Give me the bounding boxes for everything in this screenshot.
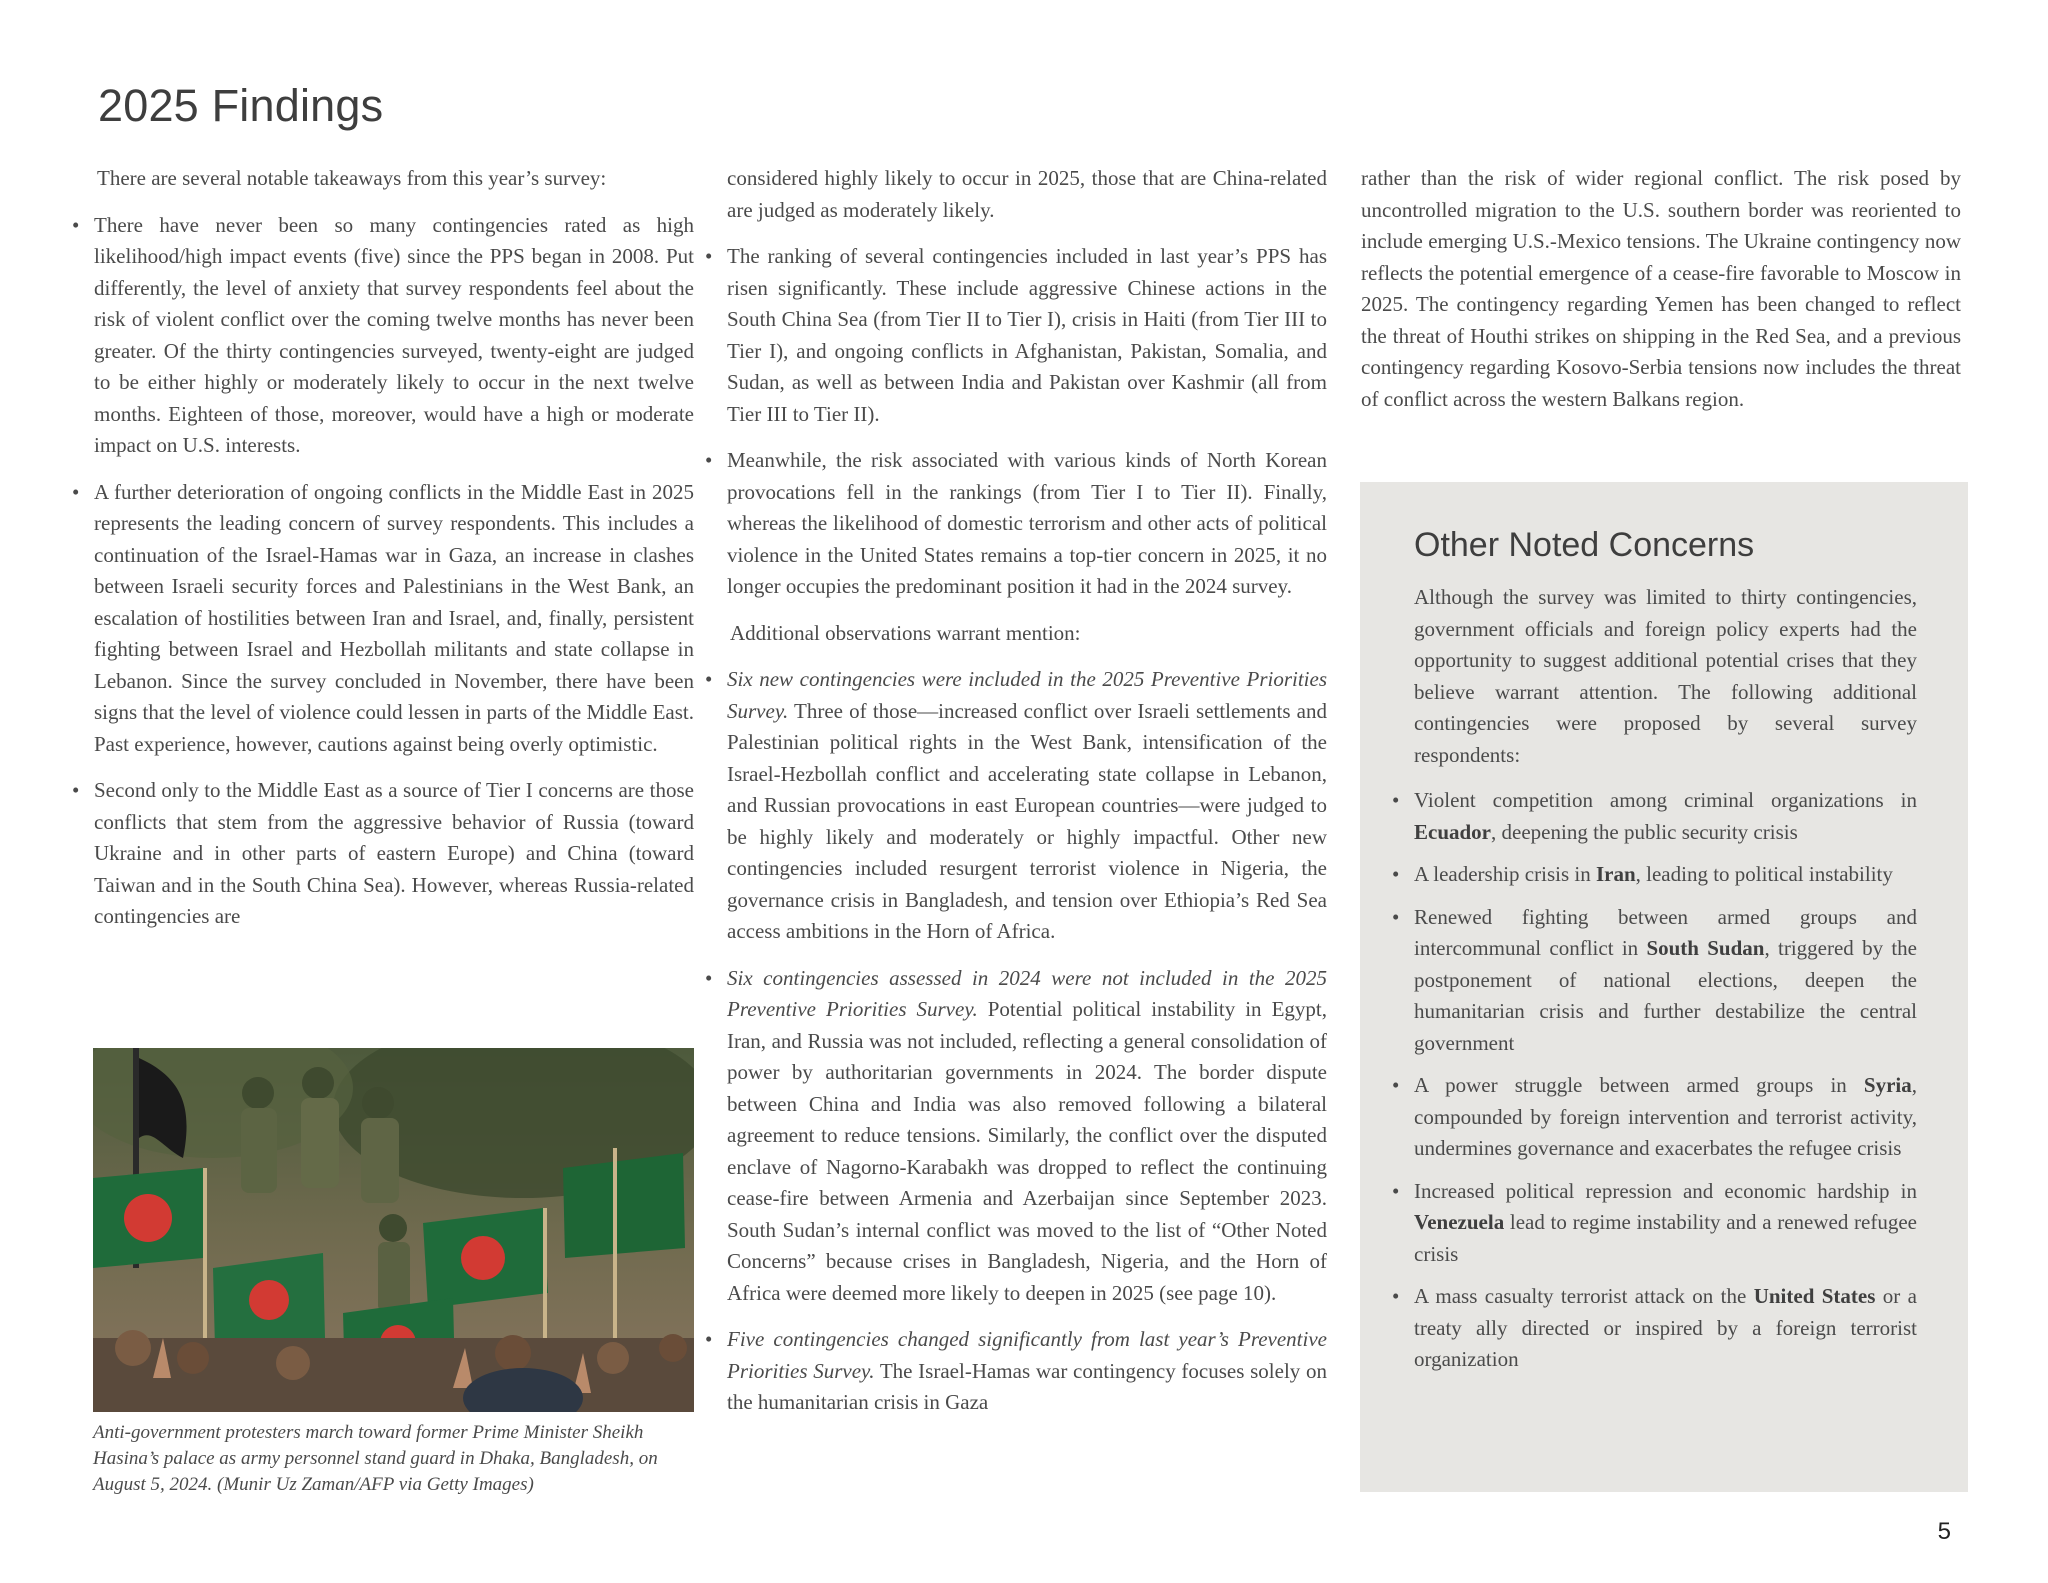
page-title: 2025 Findings — [98, 80, 384, 131]
item-country: Iran — [1595, 862, 1636, 886]
list-item — [1414, 785, 1917, 848]
list-item: • Second only to the Middle East as a source of Tier I concerns are those conflicts that stem from the aggressive behavior of Russia (toward Ukraine and in other parts of eastern Europe) and China (toward Taiwan and in the South China Sea). However, whereas Russia-related contingencies are — [94, 775, 694, 933]
item-country: Venezuela — [1414, 1210, 1505, 1234]
takeaways-list-cont — [727, 241, 1327, 603]
item-country: South Sudan — [1646, 936, 1765, 960]
item-text: Renewed fighting between armed groups and intercommunal conflict in — [1414, 904, 1917, 960]
observation-text: The Israel-Hamas war contingency focuses solely on the humanitarian crisis in Gaza — [727, 1358, 1328, 1414]
list-item: • A further deterioration of ongoing conflicts in the Middle East in 2025 represents the leading concern of survey respondents. This includes a continuation of the Israel-Hamas war in Gaza, an increase in clashes between Israeli security forces and Palestinians in the West Bank, an escalation of hostilities between Iran and Israel, and, finally, persistent fighting between Israel and Hezbollah militants and state collapse in Lebanon. Since the survey concluded in November, there have been signs that the level of violence could lessen in parts of the Middle East. Past experience, however, cautions against being overly optimistic. — [94, 477, 694, 761]
list-item: • The ranking of several contingencies included in last year’s PPS has risen significantly. These include aggressive Chinese actions in the South China Sea (from Tier II to Tier I), crisis in Haiti (from Tier III to Tier I), and ongoing conflicts in Afghanistan, Pakistan, Somalia, and Sudan, as well as between India and Pakistan over Kashmir (all from Tier III to Tier II). — [727, 241, 1327, 430]
observation-lead: Six contingencies assessed in 2024 were not included in the 2025 Preventive Priorities Survey. — [727, 965, 1327, 1021]
observation-lead: Six new contingencies were included in the 2025 Preventive Priorities Survey. — [727, 667, 1327, 723]
list-item — [1414, 1176, 1917, 1271]
additional-observations-heading: Additional observations warrant mention: — [730, 620, 1081, 645]
item-text: , triggered by the postponement of national elections, deepen the humanitarian crisis and further destabilize the central government — [1414, 936, 1918, 1055]
page-number: 5 — [1937, 1518, 1951, 1545]
list-item — [1414, 1070, 1917, 1165]
column-middle — [727, 163, 1327, 1434]
item-text: lead to regime instability and a renewed refugee crisis — [1414, 1210, 1917, 1266]
observations-list — [727, 664, 1327, 1419]
item-country: Syria — [1863, 1073, 1912, 1097]
list-item: • There have never been so many contingencies rated as high likelihood/high impact events (five) since the PPS began in 2008. Put differently, the level of anxiety that survey respondents feel about the risk of violent conflict over the coming twelve months has never been greater. Of the thirty contingencies surveyed, twenty-eight are judged to be either highly or moderately likely to occur in the next twelve months. Eighteen of those, moreover, would have a high or moderate impact on U.S. interests. — [94, 210, 694, 462]
list-item: • Meanwhile, the risk associated with various kinds of North Korean provocations fell in the rankings (from Tier I to Tier II). Finally, whereas the likelihood of domestic terrorism and other acts of political violence in the United States remains a top-tier concern in 2025, it no longer occupies the predominant position it had in the 2024 survey. — [727, 445, 1327, 603]
item-text: , deepening the public security crisis — [1491, 819, 1798, 844]
item-text: , compounded by foreign intervention and terrorist activity, undermines governance and exacerbates the refugee crisis — [1414, 1073, 1917, 1160]
column-right — [1361, 163, 1961, 430]
list-item — [727, 1324, 1327, 1419]
takeaways-list — [94, 210, 694, 933]
item-text: A mass casualty terrorist attack on the — [1414, 1284, 1754, 1308]
sidebar-body — [1414, 582, 1917, 1387]
observation-lead: Five contingencies changed significantly from last year’s Preventive Priorities Survey. — [727, 1327, 1327, 1383]
list-item — [727, 664, 1327, 948]
protest-photo — [93, 1048, 694, 1412]
concerns-list — [1414, 785, 1917, 1376]
item-text: A leadership crisis in — [1414, 862, 1596, 886]
observation-text: Potential political instability in Egypt, Iran, and Russia was not included, reflecting a general consolidation of power by authoritarian governments in 2024. The border dispute between China and India was also removed following a bilateral agreement to reduce tensions. Similarly, the conflict over the disputed enclave of Nagorno-Karabakh was dropped to reflect the continuing cease-fire between Armenia and Azerbaijan since September 2023. South Sudan’s internal conflict was moved to the list of “Other Noted Concerns” because crises in Bangladesh, Nigeria, and the Horn of Africa were deemed more likely to deepen in 2025 (see page 10). — [727, 997, 1327, 1305]
list-item — [1414, 1281, 1917, 1376]
item-text: Increased political repression and economic hardship in — [1414, 1178, 1917, 1203]
photo-caption: Anti-government protesters march toward former Prime Minister Sheikh Hasina’s palace as army personnel stand guard in Dhaka, Bangladesh, on August 5, 2024. (Munir Uz Zaman/AFP via Getty Images) — [93, 1422, 658, 1495]
item-text: or a treaty ally directed or inspired by a foreign terrorist organization — [1414, 1284, 1917, 1371]
list-item — [1414, 859, 1917, 891]
item-country: United States — [1753, 1284, 1876, 1308]
list-item — [727, 963, 1327, 1310]
continued-paragraph: rather than the risk of wider regional conflict. The risk posed by uncontrolled migration to the U.S. southern border was reoriented to include emerging U.S.-Mexico tensions. The Ukraine contingency now reflects the potential emergence of a cease-fire favorable to Moscow in 2025. The contingency regarding Yemen has been changed to reflect the threat of Houthi strikes on shipping in the Red Sea, and a previous contingency regarding Kosovo-Serbia tensions now includes the threat of conflict across the western Balkans region. — [1361, 166, 1961, 411]
other-concerns-sidebar — [1360, 482, 1968, 1492]
item-text: , leading to political instability — [1635, 862, 1893, 886]
observation-text: Three of those—increased conflict over Israeli settlements and Palestinian political rights in the West Bank, intensification of the Israel-Hezbollah conflict and accelerating state collapse in Lebanon, and Russian provocations in east European countries—were judged to be highly likely and moderately or highly impactful. Other new contingencies included resurgent terrorist violence in Nigeria, the governance crisis in Bangladesh, and tension over Ethiopia’s Red Sea access ambitions in the Horn of Africa. — [727, 698, 1327, 943]
sidebar-intro: Although the survey was limited to thirty contingencies, government officials and foreign policy experts had the opportunity to suggest additional potential crises that they believe warrant attention. The following additional contingencies were proposed by several survey respondents: — [1414, 585, 1917, 767]
sidebar-title: Other Noted Concerns — [1414, 526, 1755, 564]
item-text: A power struggle between armed groups in — [1414, 1073, 1864, 1097]
list-item — [1414, 902, 1917, 1060]
continued-paragraph: considered highly likely to occur in 2025, those that are China-related are judged as moderately likely. — [727, 166, 1327, 222]
intro-paragraph: There are several notable takeaways from this year’s survey: — [97, 166, 607, 190]
item-country: Ecuador — [1414, 819, 1492, 844]
item-text: Violent competition among criminal organizations in — [1414, 788, 1917, 812]
column-left — [94, 163, 694, 948]
